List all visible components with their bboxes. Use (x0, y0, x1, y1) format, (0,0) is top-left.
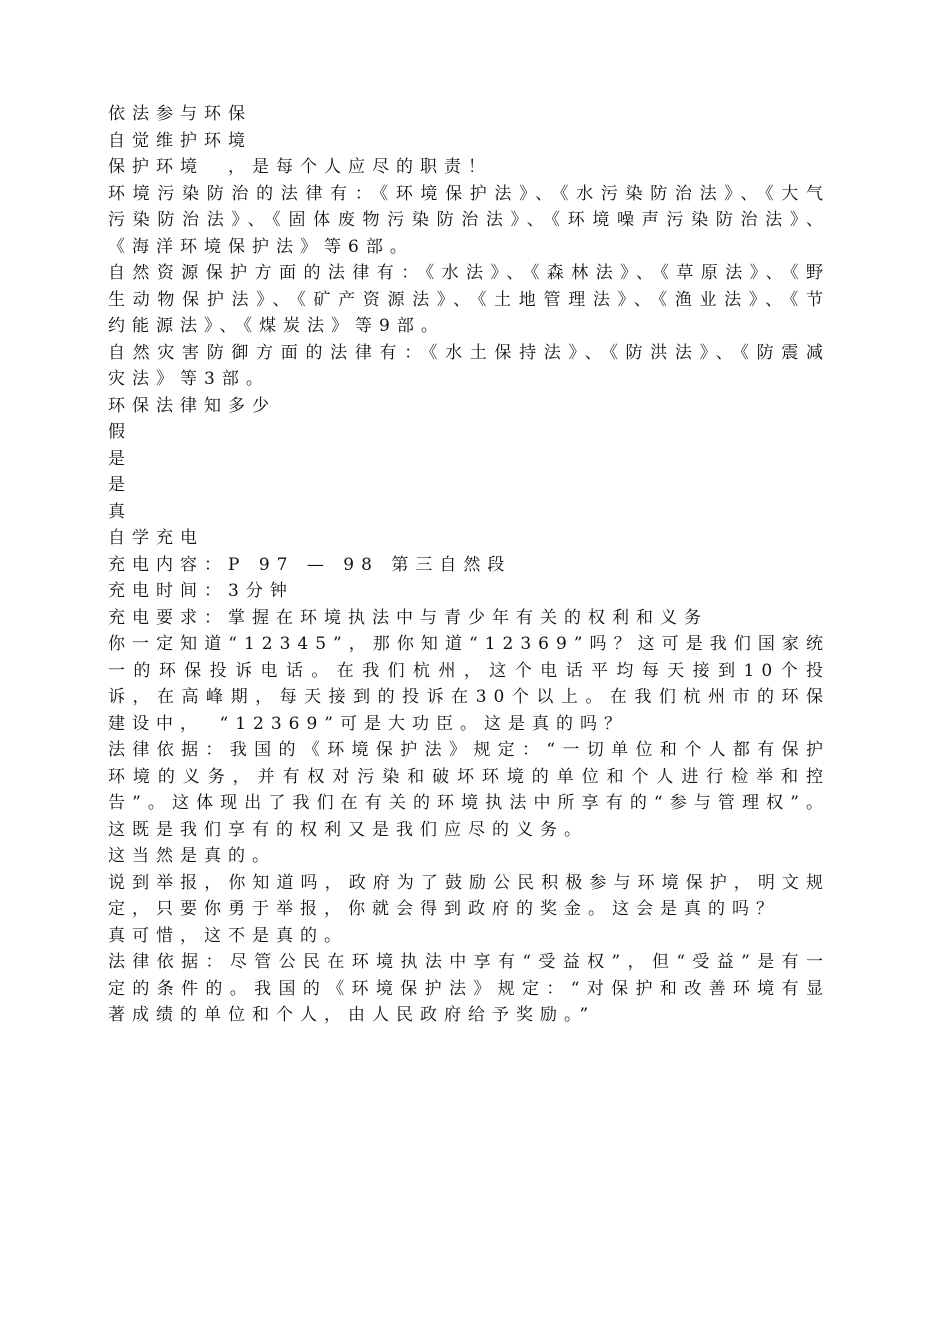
section-title-quiz: 环保法律知多少 (108, 395, 276, 416)
study-time-line: 充电时间：3分钟 (108, 581, 294, 601)
quiz-answer-3: 是 (108, 475, 132, 495)
paragraph-legal-basis-1: 法律依据：我国的《环境保护法》规定：“一切单位和个人都有保护环境的义务，并有权对污染和破坏环境的单位和个人进行检举和控告”。这体现出了我们在有关的环境执法中所享有的“参与管理权”。这既是我们享有的权利又是我们应尽的义务。 (108, 740, 830, 840)
section-title-self-study: 自学充电 (108, 528, 204, 548)
heading-line-1: 依法参与环保 (108, 104, 252, 124)
paragraph-hotline-question: 你一定知道“12345”，那你知道“12369”吗？这可是我们国家统一的环保投诉电话。在我们杭州，这个电话平均每天接到10个投诉，在高峰期，每天接到的投诉在30个以上。在我们杭州市的环保建设中， “12369”可是大功臣。这是真的吗？ (108, 634, 830, 734)
heading-line-2: 自觉维护环境 (108, 130, 252, 151)
quiz-answer-1: 假 (108, 422, 132, 442)
answer-false-line: 真可惜，这不是真的。 (108, 925, 348, 946)
study-content-line: 充电内容：P 97 — 98 第三自然段 (108, 554, 512, 575)
paragraph-pollution-laws: 环境污染防治的法律有：《环境保护法》、《水污染防治法》、《大气污染防治法》、《固体废物污染防治法》、《环境噪声污染防治法》、《海洋环境保护法》等6部。 (108, 183, 830, 257)
slogan-line: 保护环境 ，是每个人应尽的职责！ (108, 157, 492, 177)
quiz-answer-2: 是 (108, 448, 132, 469)
paragraph-resource-laws: 自然资源保护方面的法律有：《水法》、《森林法》、《草原法》、《野生动物保护法》、《矿产资源法》、《土地管理法》、《渔业法》、《节约能源法》、《煤炭法》等9部。 (108, 263, 830, 336)
paragraph-report-question: 说到举报，你知道吗，政府为了鼓励公民积极参与环境保护，明文规定，只要你勇于举报，你就会得到政府的奖金。这会是真的吗？ (108, 872, 830, 919)
quiz-answer-4: 真 (108, 501, 132, 522)
paragraph-legal-basis-2: 法律依据：尽管公民在环境执法中享有“受益权”，但“受益”是有一定的条件的。我国的《环境保护法》规定：“对保护和改善环境有显著成绩的单位和个人，由人民政府给予奖励。” (108, 952, 830, 1025)
paragraph-disaster-laws: 自然灾害防御方面的法律有：《水土保持法》、《防洪法》、《防震减灾法》等3部。 (108, 342, 830, 389)
document-body (108, 101, 830, 1029)
answer-true-line: 这当然是真的。 (108, 846, 276, 866)
study-requirement-line: 充电要求：掌握在环境执法中与青少年有关的权利和义务 (108, 607, 708, 628)
